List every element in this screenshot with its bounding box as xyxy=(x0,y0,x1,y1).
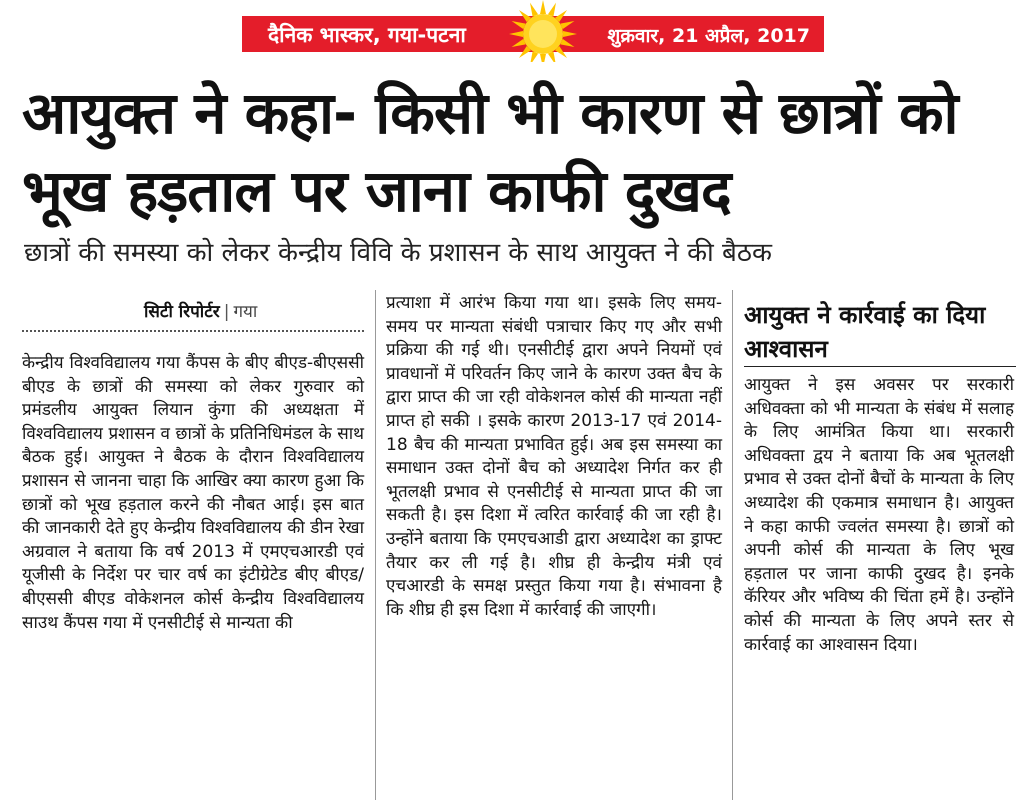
article-column-2: प्रत्याशा में आरंभ किया गया था। इसके लिए समय-समय पर मान्यता संबंधी पत्राचार किए गए और सभी प्रक्रिया की गई थी। एनसीटीई द्वारा अपने नियमों एवं प्रावधानों में परिवर्तन किए जाने के कारण उक्त बैच के द्वारा प्राप्त की जा रही वोकेशनल कोर्स की मान्यता नहीं प्राप्त हो सकी । इसके कारण 2013-17 एवं 2014-18 बैच की मान्यता प्रभावित हुई। अब इस समस्या का समाधान उक्त दोनों बैच को अध्यादेश निर्गत कर ही भूतलक्षी प्रभाव से एनसीटीई से मान्यता प्राप्त की जा सकती है। इस दिशा में त्वरित कार्रवाई की जा रही है। उन्होंने बताया कि एमएचआडी द्वारा अध्यादेश का ड्राफ्ट तैयार कर ली गई है। शीघ्र ही केन्द्रीय मंत्री एवं एचआरडी के समक्ष प्रस्तुत किया गया है। संभावना है कि शीघ्र ही इस दिशा में कार्रवाई की जाएगी। xyxy=(386,293,722,620)
byline-separator: | xyxy=(223,302,230,322)
headline: आयुक्त ने कहा- किसी भी कारण से छात्रों को भूख हड़ताल पर जाना काफी दुखद xyxy=(22,79,958,225)
publication-date: शुक्रवार, 21 अप्रैल, 2017 xyxy=(607,25,810,47)
byline-divider xyxy=(22,330,364,332)
newspaper-name: दैनिक भास्कर, गया-पटना xyxy=(268,23,466,47)
reporter-name: सिटी रिपोर्टर xyxy=(144,302,220,322)
column-divider xyxy=(732,290,733,800)
sidebar-heading: आयुक्त ने कार्रवाई का दिया आश्वासन xyxy=(744,301,986,363)
article-column-1: केन्द्रीय विश्वविद्यालय गया कैंपस के बीए बीएड-बीएससी बीएड के छात्रों की समस्या को लेकर गुरुवार को प्रमंडलीय आयुक्त लियान कुंगा की अध्यक्षता में विश्वविद्यालय प्रशासन व छात्रों के प्रतिनिधिमंडल के साथ बैठक हुई। आयुक्त ने बैठक के दौरान विश्वविद्यालय प्रशासन से जानना चाहा कि आखिर क्या कारण हुआ कि छात्रों को भूख हड़ताल करने की नौबत आई। इस बात की जानकारी देते हुए केन्द्रीय विश्वविद्यालय की डीन रेखा अग्रवाल ने बताया कि वर्ष 2013 में एमएचआरडी एवं यूजीसी के निर्देश पर चार वर्ष का इंटीग्रेटेड बीए बीएड/बीएससी बीएड वोकेशनल कोर्स केन्द्रीय विश्वविद्यालय साउथ कैंपस गया में एनसीटीई से मान्यता की xyxy=(22,353,364,633)
byline xyxy=(144,299,257,322)
sun-logo-icon xyxy=(500,0,586,62)
column-divider xyxy=(375,290,376,800)
article-column-3: आयुक्त ने इस अवसर पर सरकारी अधिवक्ता को भी मान्यता के संबंध में सलाह के लिए आमंत्रित किया था। सरकारी अधिवक्ता द्वय ने बताया कि अब भूतलक्षी प्रभाव से उक्त दोनों बैचों के मान्यता के लिए अध्यादेश की एकमात्र समाधान है। आयुक्त ने कहा काफी ज्वलंत समस्या है। छात्रों को अपनी कोर्स की मान्यता के लिए भूख हड़ताल पर जाना काफी दुखद है। इनके कॅरियर और भविष्य की चिंता हमें है। उन्होंने कोर्स की मान्यता के लिए अपने स्तर से कार्रवाई का आश्वासन दिया। xyxy=(744,375,1014,655)
dateline-place: गया xyxy=(233,302,258,322)
subheadline: छात्रों की समस्या को लेकर केन्द्रीय विवि के प्रशासन के साथ आयुक्त ने की बैठक xyxy=(24,238,772,268)
sidebar-heading-rule xyxy=(744,366,1016,367)
